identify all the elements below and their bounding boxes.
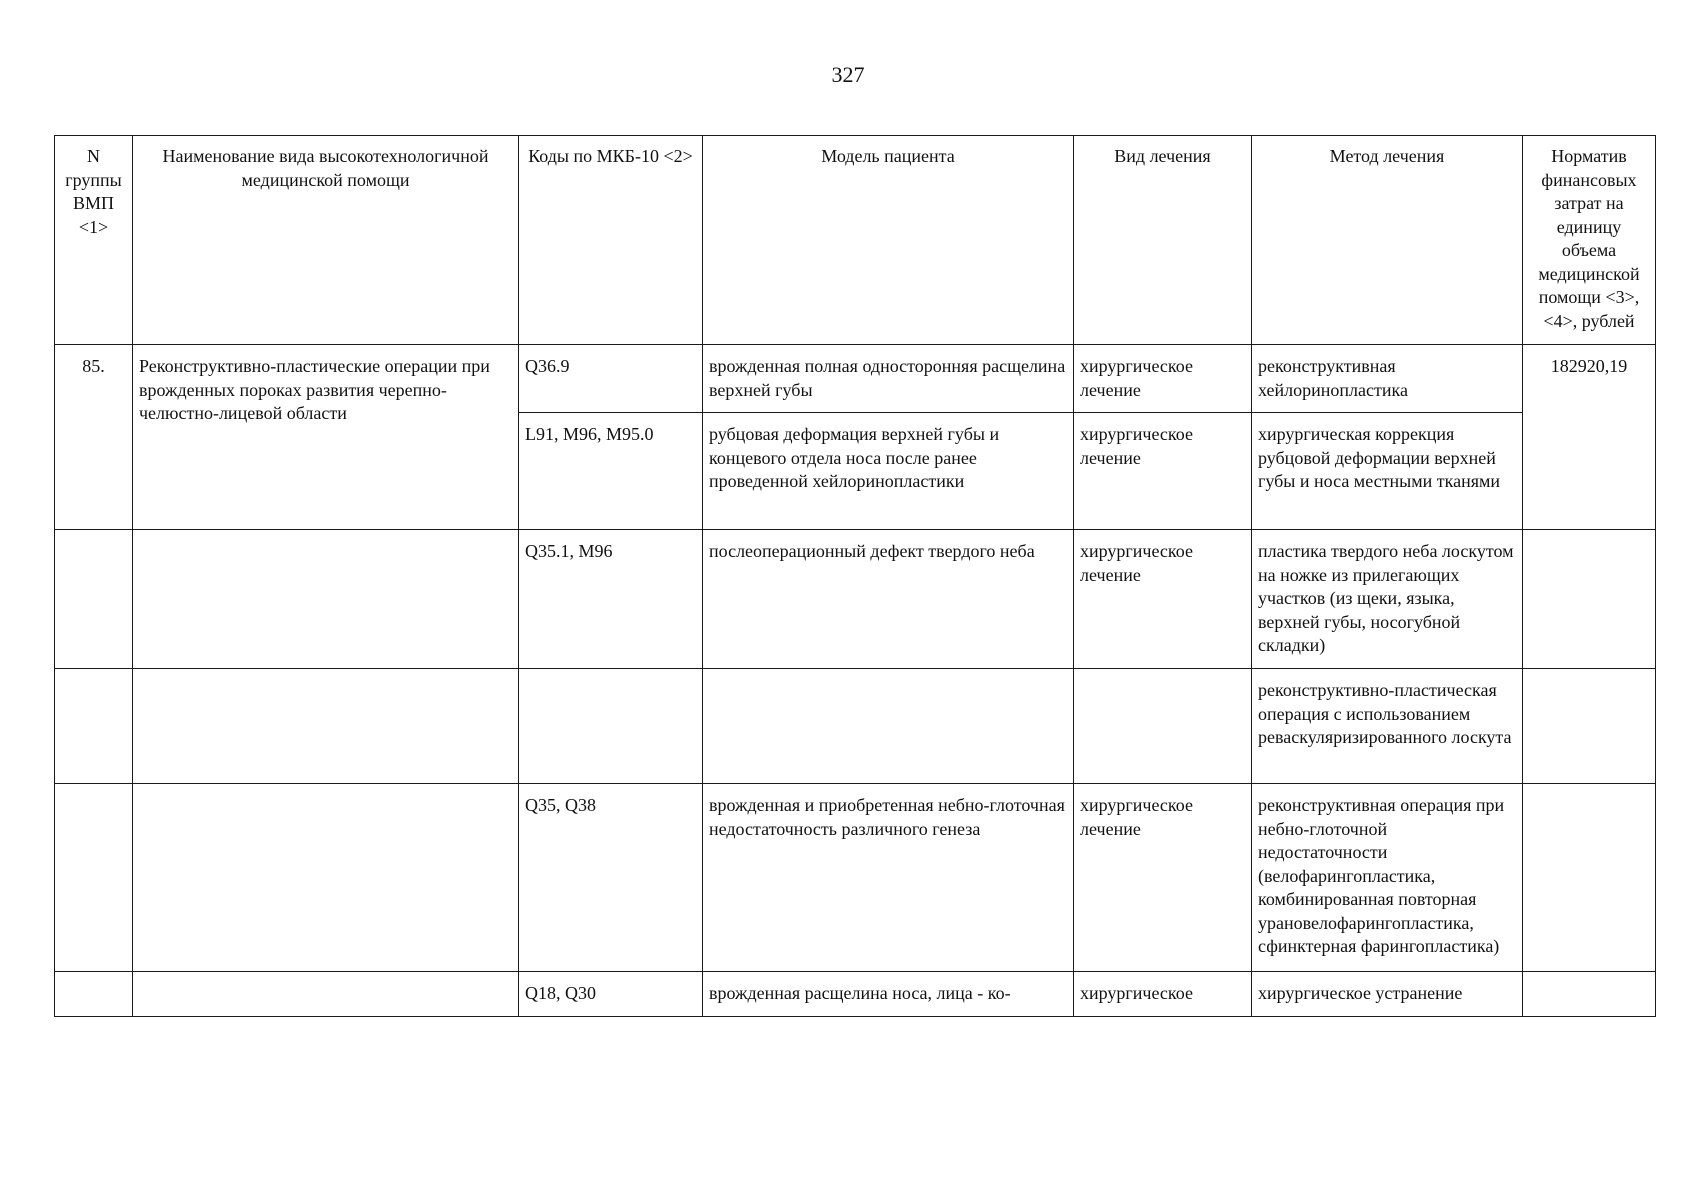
treatment-method-cell: хирургическое устранение xyxy=(1252,972,1523,1017)
treatment-type-cell: хирургическое xyxy=(1074,972,1252,1017)
treatment-method-cell: хирургическая коррекция рубцовой деформации верхней губы и носа местными тканями xyxy=(1252,413,1523,530)
patient-model-cell: врожденная полная односторонняя расщелина верхней губы xyxy=(703,345,1074,413)
header-cost-norm: Норматив финансовых затрат на единицу объема медицинской помощи <3>, <4>, рублей xyxy=(1523,136,1656,345)
group-number-cell xyxy=(55,972,133,1017)
treatment-type-cell: хирургическое лечение xyxy=(1074,530,1252,669)
patient-model-cell: рубцовая деформация верхней губы и концевого отдела носа после ранее проведенной хейлоринопластики xyxy=(703,413,1074,530)
header-row xyxy=(55,136,1656,345)
treatment-method-cell: реконструктивно-пластическая операция с использованием реваскуляризированного лоскута xyxy=(1252,669,1523,784)
cost-norm-cell xyxy=(1523,669,1656,784)
care-type-name-cell: Реконструктивно-пластические операции при врожденных пороках развития черепно-челюстно-лицевой области xyxy=(133,345,519,530)
icd-codes-cell: Q36.9 xyxy=(519,345,703,413)
cost-norm-cell xyxy=(1523,784,1656,972)
treatment-type-cell: хирургическое лечение xyxy=(1074,413,1252,530)
table-row xyxy=(55,345,1656,413)
treatment-type-cell xyxy=(1074,669,1252,784)
care-type-name-cell xyxy=(133,669,519,784)
table-row xyxy=(55,784,1656,972)
treatment-method-cell: реконструктивная операция при небно-глоточной недостаточности (велофарингопластика, комбинированная повторная урановелофарингопластика, сфинктерная фарингопластика) xyxy=(1252,784,1523,972)
group-number-cell xyxy=(55,784,133,972)
icd-codes-cell: Q35.1, M96 xyxy=(519,530,703,669)
icd-codes-cell: Q35, Q38 xyxy=(519,784,703,972)
vmp-table xyxy=(54,135,1656,1017)
care-type-name-cell xyxy=(133,530,519,669)
table-row xyxy=(55,972,1656,1017)
patient-model-cell: врожденная и приобретенная небно-глоточная недостаточность различного генеза xyxy=(703,784,1074,972)
cost-norm-cell xyxy=(1523,530,1656,669)
header-care-type-name: Наименование вида высокотехнологичной медицинской помощи xyxy=(133,136,519,345)
table-row xyxy=(55,530,1656,669)
treatment-type-cell: хирургическое лечение xyxy=(1074,345,1252,413)
patient-model-cell: послеоперационный дефект твердого неба xyxy=(703,530,1074,669)
patient-model-cell: врожденная расщелина носа, лица - ко- xyxy=(703,972,1074,1017)
header-treatment-type: Вид лечения xyxy=(1074,136,1252,345)
header-patient-model: Модель пациента xyxy=(703,136,1074,345)
group-number-cell xyxy=(55,530,133,669)
group-number-cell: 85. xyxy=(55,345,133,530)
page-number: 327 xyxy=(831,62,865,87)
care-type-name-cell xyxy=(133,972,519,1017)
header-icd-codes: Коды по МКБ-10 <2> xyxy=(519,136,703,345)
patient-model-cell xyxy=(703,669,1074,784)
icd-codes-cell xyxy=(519,669,703,784)
icd-codes-cell: Q18, Q30 xyxy=(519,972,703,1017)
icd-codes-cell: L91, M96, M95.0 xyxy=(519,413,703,530)
header-treatment-method: Метод лечения xyxy=(1252,136,1523,345)
treatment-method-cell: реконструктивная хейлоринопластика xyxy=(1252,345,1523,413)
header-group-number: N группы ВМП <1> xyxy=(55,136,133,345)
treatment-type-cell: хирургическое лечение xyxy=(1074,784,1252,972)
care-type-name-cell xyxy=(133,784,519,972)
treatment-method-cell: пластика твердого неба лоскутом на ножке из прилегающих участков (из щеки, языка, верхней губы, носогубной складки) xyxy=(1252,530,1523,669)
cost-norm-cell xyxy=(1523,972,1656,1017)
table-row xyxy=(55,669,1656,784)
group-number-cell xyxy=(55,669,133,784)
cost-norm-cell: 182920,19 xyxy=(1523,345,1656,530)
